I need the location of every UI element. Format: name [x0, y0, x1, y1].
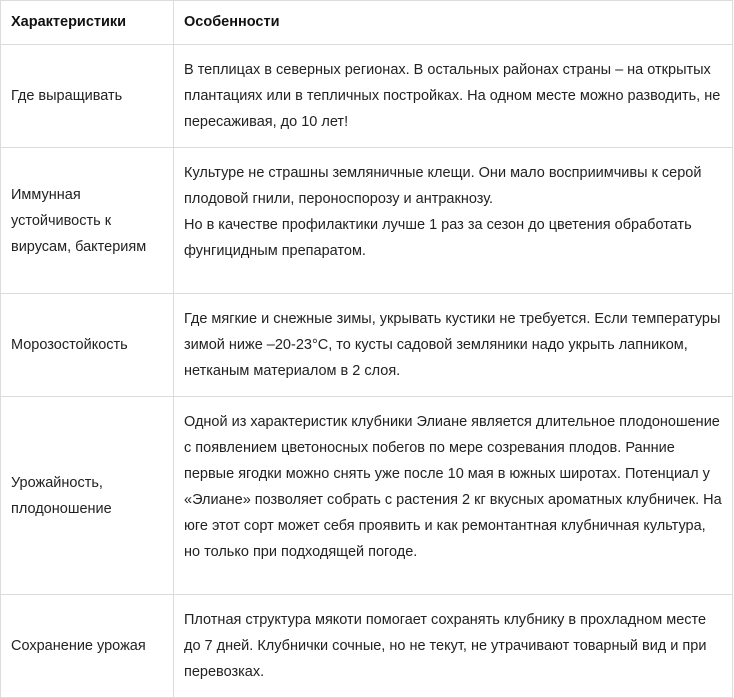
row-key-cell: Иммунная устойчивость к вирусам, бактериям — [1, 148, 174, 294]
row-key-cell: Где выращивать — [1, 45, 174, 148]
table-row — [1, 45, 733, 148]
row-value-cell — [174, 397, 733, 595]
column-header-characteristics: Характеристики — [1, 1, 174, 45]
row-key-cell: Морозостойкость — [1, 294, 174, 397]
row-value-text: Но в качестве профилактики лучше 1 раз за сезон до цветения обработать фунгицидным препаратом. — [184, 217, 692, 259]
row-key-cell: Урожайность, плодоношение — [1, 397, 174, 595]
row-value-cell — [174, 595, 733, 698]
table-row — [1, 397, 733, 595]
row-value-text: В теплицах в северных регионах. В остальных районах страны – на открытых плантациях или в тепличных постройках. На одном месте можно разводить, не пересаживая, до 10 лет! — [184, 62, 721, 130]
table-row — [1, 294, 733, 397]
column-header-features: Особенности — [174, 1, 733, 45]
row-value-text: Плотная структура мякоти помогает сохранять клубнику в прохладном месте до 7 дней. Клубнички сочные, но не текут, не утрачивают товарный вид и при перевозках. — [184, 612, 707, 680]
row-value-cell — [174, 148, 733, 294]
table-header-row — [1, 1, 733, 45]
row-value-cell — [174, 45, 733, 148]
row-value-text: Где мягкие и снежные зимы, укрывать кустики не требуется. Если температуры зимой ниже –20-23°C, то кусты садовой земляники надо укрыть лапником, нетканым материалом в 2 слоя. — [184, 311, 721, 379]
row-key-cell: Сохранение урожая — [1, 595, 174, 698]
row-value-cell — [174, 294, 733, 397]
table-row — [1, 148, 733, 294]
table-row — [1, 595, 733, 698]
row-value-text: Культуре не страшны земляничные клещи. Они мало восприимчивы к серой плодовой гнили, пероноспорозу и антракнозу. — [184, 165, 702, 207]
row-value-text: Одной из характеристик клубники Элиане является длительное плодоношение с появлением цветоносных побегов по мере созревания плодов. Ранние первые ягодки можно снять уже после 10 мая в южных широтах. Потенциал у «Элиане» позволяет собрать с растения 2 кг вкусных ароматных клубничек. На юге этот сорт может себя проявить и как ремонтантная клубничная культура, но только при подходящей погоде. — [184, 414, 722, 560]
